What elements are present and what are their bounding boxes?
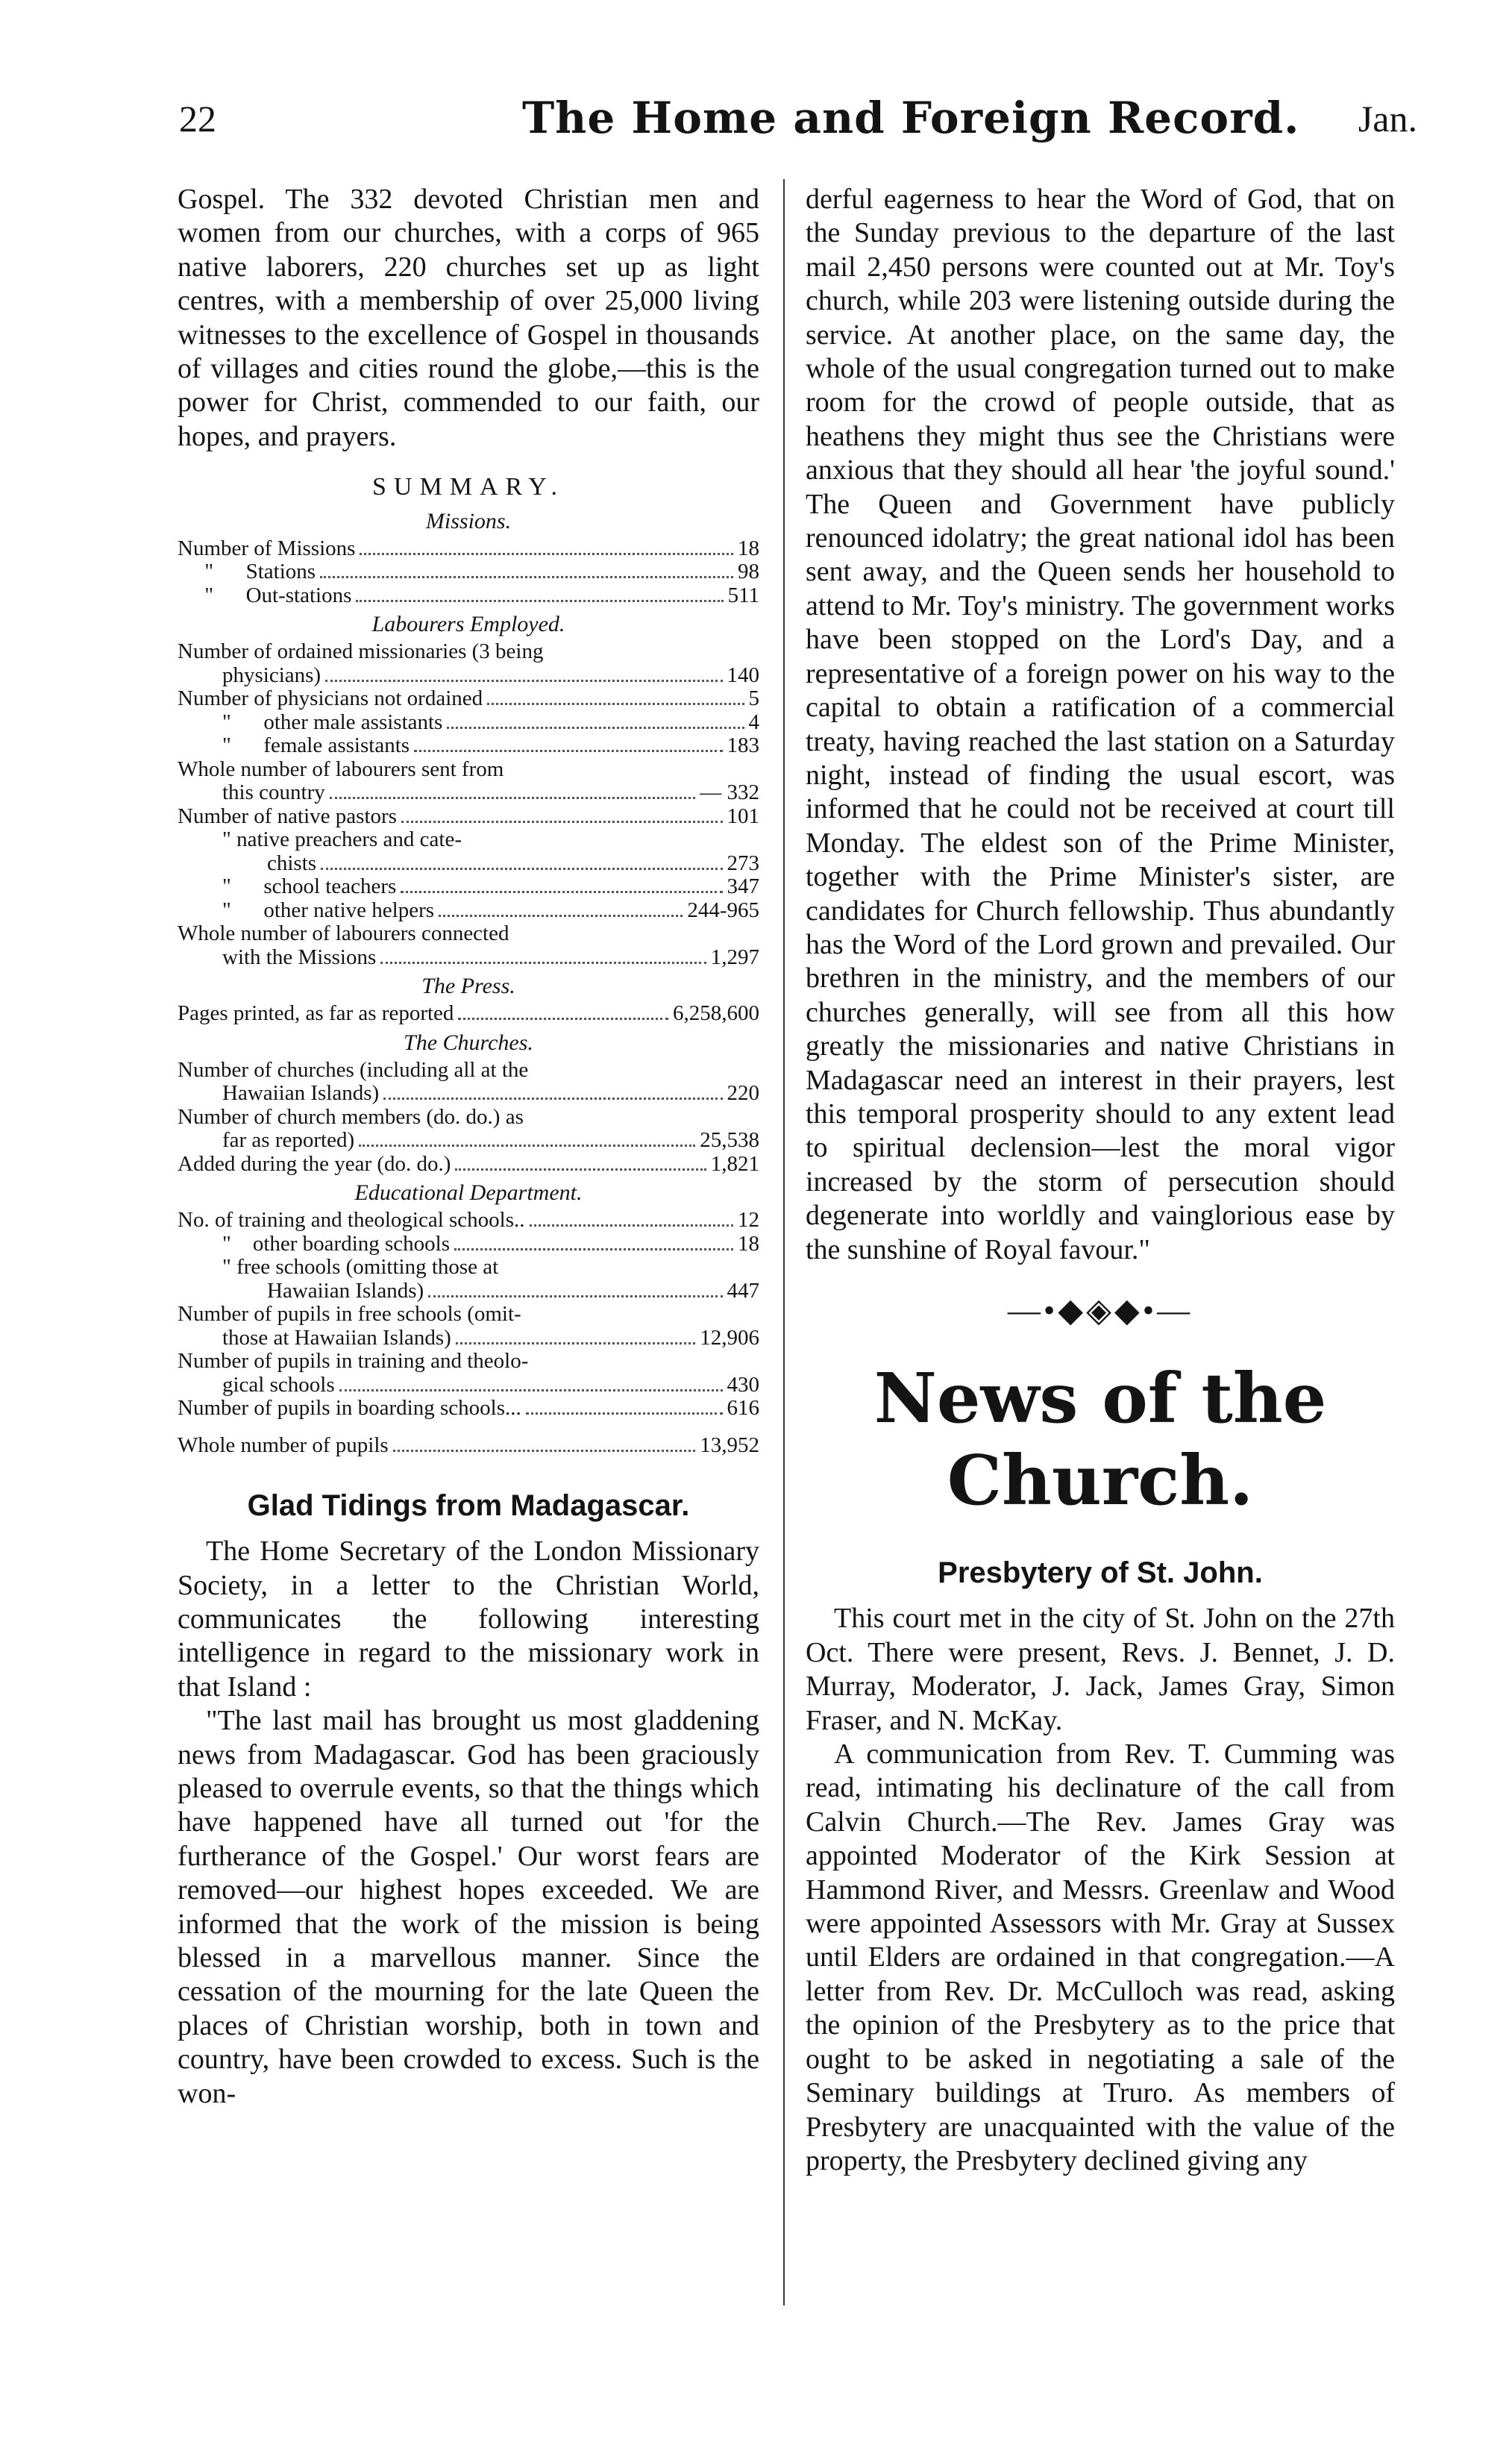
summary-row: gical schools 430: [222, 1372, 759, 1397]
summary-row: far as reported) 25,538: [222, 1128, 759, 1153]
ornament-divider-icon: —•◆◈◆•—: [1007, 1292, 1193, 1329]
summary-row: " other native helpers 244-965: [222, 898, 759, 922]
summary-row: " female assistants 183: [222, 733, 759, 758]
madagascar-intro: The Home Secretary of the London Missionary Society, in a letter to the Christian World, communicates the following interesting intelligence in regard to the missionary work in that Island :: [178, 1535, 759, 1703]
summary-total-row: Whole number of pupils 13,952: [178, 1433, 759, 1457]
summary-row: Added during the year (do. do.) 1,821: [178, 1151, 759, 1176]
presbytery-paragraph-1: This court met in the city of St. John on the 27th Oct. There were present, Revs. J. Bennet, J. D. Murray, Moderator, J. Jack, James Gray, Simon Fraser, and N. McKay.: [806, 1603, 1395, 1736]
summary-row: physicians) 140: [222, 663, 759, 687]
summary-row-wrap: Number of ordained missionaries (3 being: [178, 639, 544, 664]
left-column: [178, 183, 759, 2111]
madagascar-quote: "The last mail has brought us most gladdening news from Madagascar. God has been graciously pleased to overrule events, so that the things which have happened have all turned out 'for the furtherance of the Gospel.' Our worst fears are removed—our highest hopes exceeded. We are informed that the work of the mission is being blessed in a marvellous manner. Since the cessation of the mourning for the late Queen the places of Christian worship, both in town and country, have been crowded to excess. Such is the won-: [178, 1705, 759, 2109]
presbytery-paragraph-2: A communication from Rev. T. Cumming was read, intimating his declinature of the call from Calvin Church.—The Rev. James Gray was appointed Moderator of the Kirk Session at Hammond River, and Messrs. Greenlaw and Wood were appointed Assessors with Mr. Gray at Sussex until Elders are ordained in that congregation.—A letter from Rev. Dr. McCulloch was read, asking the opinion of the Presbytery as to the price that ought to be asked in negotiating a sale of the Seminary buildings at Truro. As members of Presbytery are unacquainted with the value of the property, the Presbytery declined giving any: [806, 1738, 1395, 2176]
summary-row-wrap: Number of church members (do. do.) as: [178, 1104, 524, 1129]
news-of-the-church-heading: News of the Church.: [873, 1358, 1327, 1521]
summary-row: " other boarding schools 18: [222, 1231, 759, 1256]
page-header: [179, 90, 1417, 149]
churches-table: [178, 1059, 759, 1177]
education-heading: Educational Department.: [354, 1180, 583, 1206]
summary-row: Hawaiian Islands) 220: [222, 1081, 759, 1106]
presbytery-heading: Presbytery of St. John.: [938, 1556, 1263, 1590]
summary-row: Number of native pastors 101: [178, 804, 759, 828]
summary-row-wrap: Whole number of labourers sent from: [178, 757, 504, 781]
summary-row: Number of pupils in boarding schools... 616: [178, 1396, 759, 1421]
running-title: The Home and Foreign Record.: [522, 93, 1300, 143]
summary-row: " Out-stations 511: [178, 583, 759, 607]
labourers-table: [178, 640, 759, 969]
summary-row: chists 273: [267, 851, 759, 875]
summary-row: No. of training and theological schools.. 12: [178, 1208, 759, 1233]
summary-row-wrap: Number of churches (including all at the: [178, 1057, 529, 1082]
summary-row: Number of physicians not ordained 5: [178, 686, 759, 711]
issue-month: Jan.: [1358, 98, 1417, 140]
summary-row: Number of Missions 18: [178, 536, 759, 560]
summary-row-wrap: Whole number of labourers connected: [178, 921, 509, 946]
right-column: [806, 183, 1395, 2178]
summary-row-wrap: Number of pupils in training and theolo-: [178, 1349, 529, 1374]
page-number: 22: [179, 98, 216, 140]
press-heading: The Press.: [421, 974, 515, 999]
churches-heading: The Churches.: [404, 1030, 533, 1055]
labourers-heading: Labourers Employed.: [371, 612, 565, 637]
column-divider: [783, 179, 785, 2305]
summary-row-wrap: " native preachers and cate-: [222, 827, 462, 852]
summary-row: " school teachers 347: [222, 874, 759, 899]
summary-row-wrap: " free schools (omitting those at: [222, 1255, 499, 1280]
summary-row: those at Hawaiian Islands) 12,906: [222, 1325, 759, 1350]
madagascar-continued: derful eagerness to hear the Word of God, that on the Sunday previous to the departure of the last mail 2,450 persons were counted out at Mr. Toy's church, while 203 were listening outside during the service. At another place, on the same day, the whole of the usual congregation turned out to make room for the crowd of people outside, that as heathens they might thus see the Christians were anxious that they should all hear 'the joyful sound.' The Queen and Government have publicly renounced idolatry; the great national idol has been sent away, and the Queen sends her household to attend to Mr. Toy's ministry. The government works have been stopped on the Lord's Day, and a representative of a foreign power on his way to the capital to obtain a ratification of a commercial treaty, having reached the last station on a Saturday night, instead of finding the usual escort, was informed that he could not be received at court till Monday. The eldest son of the Prime Minister, together with the Prime Minister's sister, are candidates for Church fellowship. Thus abundantly has the Word of the Lord grown and prevailed. Our brethren in the ministry, and the members of our churches generally, will see from all this how greatly the missionaries and native Christians in Madagascar need an interest in their prayers, lest this temporal prosperity should to any extent lead to spiritual declension—lest the moral vigor increased by the storm of persecution should degenerate into worldly and vainglorious ease by the sunshine of Royal favour.": [806, 184, 1395, 1265]
summary-row: Pages printed, as far as reported 6,258,600: [178, 1001, 759, 1026]
madagascar-heading: Glad Tidings from Madagascar.: [247, 1489, 690, 1523]
summary-row: " Stations 98: [178, 560, 759, 584]
missions-table: [178, 537, 759, 608]
intro-paragraph: Gospel. The 332 devoted Christian men and women from our churches, with a corps of 965 native laborers, 220 churches set up as light centres, with a membership of over 25,000 living witnesses to the excellence of Gospel in thousands of villages and cities round the globe,—this is the power for Christ, commended to our faith, our hopes, and prayers.: [178, 184, 759, 452]
summary-row: Hawaiian Islands) 447: [267, 1278, 759, 1303]
summary-row: " other male assistants 4: [222, 710, 759, 734]
education-table: [178, 1209, 759, 1457]
summary-row-wrap: Number of pupils in free schools (omit-: [178, 1302, 521, 1327]
summary-row: with the Missions 1,297: [222, 945, 759, 969]
summary-title: SUMMARY.: [372, 473, 565, 501]
summary-row: this country — 332: [222, 780, 759, 805]
missions-heading: Missions.: [425, 508, 512, 533]
